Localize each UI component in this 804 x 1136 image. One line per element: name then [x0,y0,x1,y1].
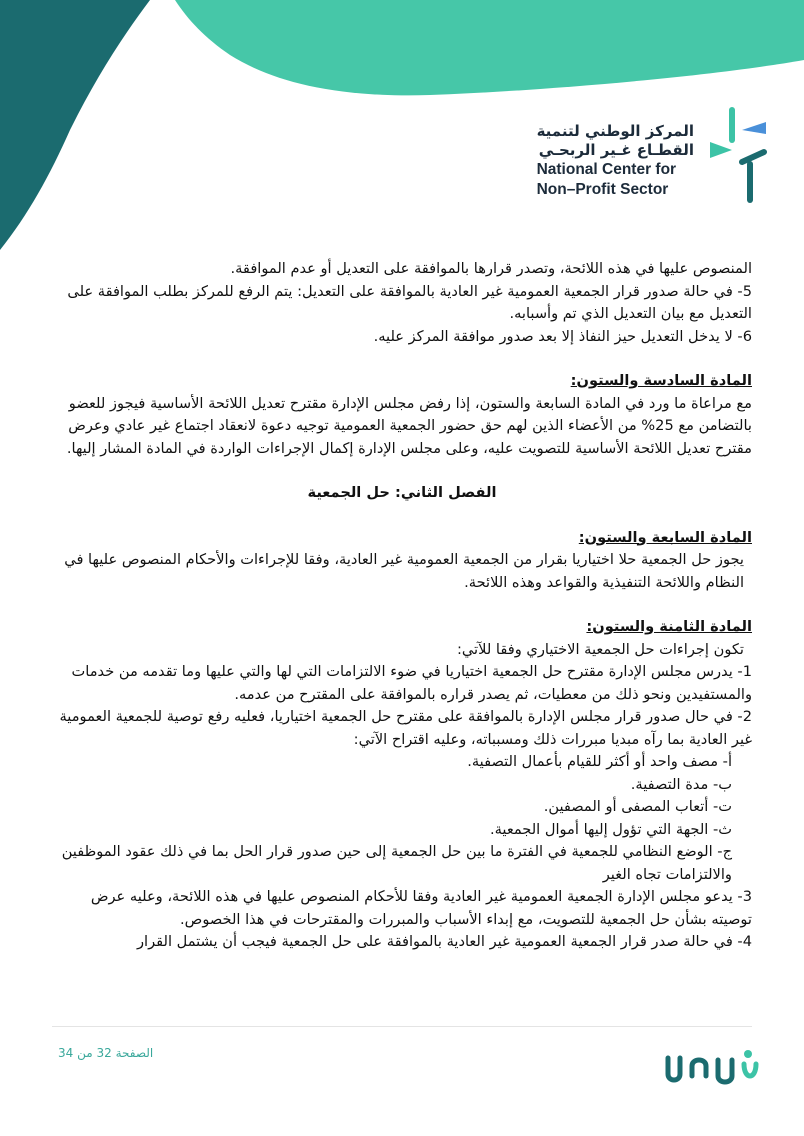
list-item: 4- في حالة صدر قرار الجمعية العمومية غير العادية بالموافقة على حل الجمعية فيجب أن يشتمل القرار [136,933,752,950]
ncnp-arrows-icon [702,104,772,204]
dark-teal-shape [0,0,150,250]
article-68-intro: تكون إجراءات حل الجمعية الاختياري وفقا للآتي: [456,640,744,658]
list-item: 6- لا يدخل التعديل حيز النفاذ إلا بعد صدور موافقة المركز عليه. [373,327,752,345]
list-item: 5- في حالة صدور قرار الجمعية العمومية غير العادية بالموافقة على التعديل: يتم الرفع للمركز بطلب الموافقة على التعديل مع بيان التعديل الذي تم وأسبابه. [67,282,752,322]
article-66-text: مع مراعاة ما ورد في المادة السابعة والستون، إذا رفض مجلس الإدارة مقترح تعديل اللائحة الأساسية فيجوز للعضو بالتضامن مع 25% من الأعضاء الذين لهم حق حضور الجمعية العمومية توجيه دعوة لانعقاد اجتماع غير عادي وعرض مقترح تعديل اللائحة الأساسية للتصويت عليه، وعلى مجلس الإدارة إكمال الإجراءات الواردة في المادة المشار إليها. [66,394,752,457]
org-name-ar-2: القطـاع غـير الربحـي [538,141,694,159]
article-67-title: المادة السابعة والستون: [578,528,752,546]
chapter-2-title: الفصل الثاني: حل الجمعية [307,484,497,501]
org-name-ar-1: المركز الوطني لتنمية [536,122,694,140]
org-name-en-1: National Center for [536,161,677,178]
paragraph: المنصوص عليها في هذه اللائحة، وتصدر قرارها بالموافقة على التعديل أو عدم الموافقة. [230,260,752,277]
page-number: الصفحة 32 من 34 [58,1046,154,1060]
list-item: 3- يدعو مجلس الإدارة الجمعية العمومية غير العادية وفقا للأحكام المنصوص عليها في هذه اللائحة، وعليه عرض توصيته بشأن حل الجمعية للتصويت، مع إبداء الأسباب والمبررات والمقترحات في هذا الخصوص. [90,888,752,928]
sub-item: ث- الجهة التي تؤول إليها أموال الجمعية. [489,820,732,838]
article-67-text: يجوز حل الجمعية حلا اختياريا بقرار من الجمعية العمومية غير العادية، وفقا للإجراءات والأحكام المنصوص عليها في النظام واللائحة التنفيذية والقواعد وهذه اللائحة. [64,551,744,591]
footer-divider [52,1026,752,1027]
article-68-title: المادة الثامنة والستون: [586,618,752,635]
sub-item: أ- مصف واحد أو أكثر للقيام بأعمال التصفية. [467,753,732,770]
list-item: 1- يدرس مجلس الإدارة مقترح حل الجمعية اختياريا في ضوء الالتزامات التي لها والتي عليها وما تقدمه من خدمات والمستفيدين ونحو ذلك من معطيات، ثم يصدر قراره بالموافقة على المقترح من عدمه. [71,663,752,703]
namaa-wordmark-logo [660,1046,760,1090]
org-name-en-2: Non–Profit Sector [536,181,669,198]
light-teal-shape [175,0,804,95]
sub-item: ج- الوضع النظامي للجمعية في الفترة ما بين حل الجمعية إلى حين صدور قرار الحل بما في ذلك عقود الموظفين والالتزامات تجاه الغير [61,843,732,883]
sub-item: ت- أتعاب المصفى أو المصفين. [543,798,732,815]
document-body [52,258,752,954]
logo-text [537,122,694,200]
article-66-title: المادة السادسة والستون: [570,372,752,389]
list-item: 2- في حال صدور قرار مجلس الإدارة بالموافقة على مقترح حل الجمعية اختياريا، فعليه رفع توصية للجمعية العمومية غير العادية بما رآه مبديا مبررات ذلك ومسبباته، وعليه اقتراح الآتي: [59,708,752,748]
sub-item: ب- مدة التصفية. [630,775,732,793]
